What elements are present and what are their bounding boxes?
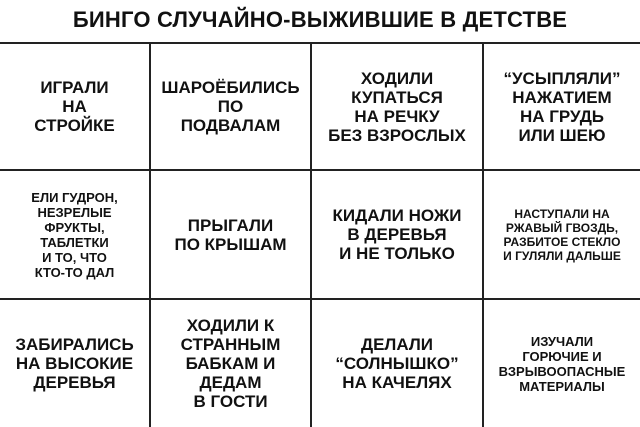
bingo-cell-swing-loop: ДЕЛАЛИ “СОЛНЫШКО” НА КАЧЕЛЯХ	[312, 300, 484, 427]
bingo-cell-explosives: ИЗУЧАЛИ ГОРЮЧИЕ И ВЗРЫВООПАСНЫЕ МАТЕРИАЛЫ	[498, 333, 626, 394]
bingo-cell-knife-throwing: КИДАЛИ НОЖИ В ДЕРЕВЬЯ И НЕ ТОЛЬКО	[312, 171, 484, 300]
bingo-cell-tree-climbing: ЗАБИРАЛИСЬ НА ВЫСОКИЕ ДЕРЕВЬЯ	[0, 300, 151, 427]
bingo-cell-played-at-construction: ИГРАЛИ НА СТРОЙКЕ	[0, 42, 151, 171]
bingo-cell-roof-jumping: ПРЫГАЛИ ПО КРЫШАМ	[151, 171, 312, 300]
bingo-cell-river-swimming: ХОДИЛИ КУПАТЬСЯ НА РЕЧКУ БЕЗ ВЗРОСЛЫХ	[312, 42, 484, 171]
bingo-cell-choking-game: “УСЫПЛЯЛИ” НАЖАТИЕМ НА ГРУДЬ ИЛИ ШЕЮ	[484, 42, 640, 171]
bingo-cell-basements: ШАРОЁБИЛИСЬ ПО ПОДВАЛАМ	[151, 42, 312, 171]
bingo-cell-ate-tar: ЕЛИ ГУДРОН, НЕЗРЕЛЫЕ ФРУКТЫ, ТАБЛЕТКИ И ТО, ЧТО КТО-ТО ДАЛ	[0, 171, 151, 300]
bingo-title: БИНГО СЛУЧАЙНО-ВЫЖИВШИЕ В ДЕТСТВЕ	[72, 7, 568, 32]
bingo-cell-rusty-nail: НАСТУПАЛИ НА РЖАВЫЙ ГВОЗДЬ, РАЗБИТОЕ СТЕКЛО И ГУЛЯЛИ ДАЛЬШЕ	[484, 171, 640, 300]
bingo-cell-strangers-visit: ХОДИЛИ К СТРАННЫМ БАБКАМ И ДЕДАМ В ГОСТИ	[151, 300, 312, 427]
bingo-grid	[0, 42, 640, 427]
